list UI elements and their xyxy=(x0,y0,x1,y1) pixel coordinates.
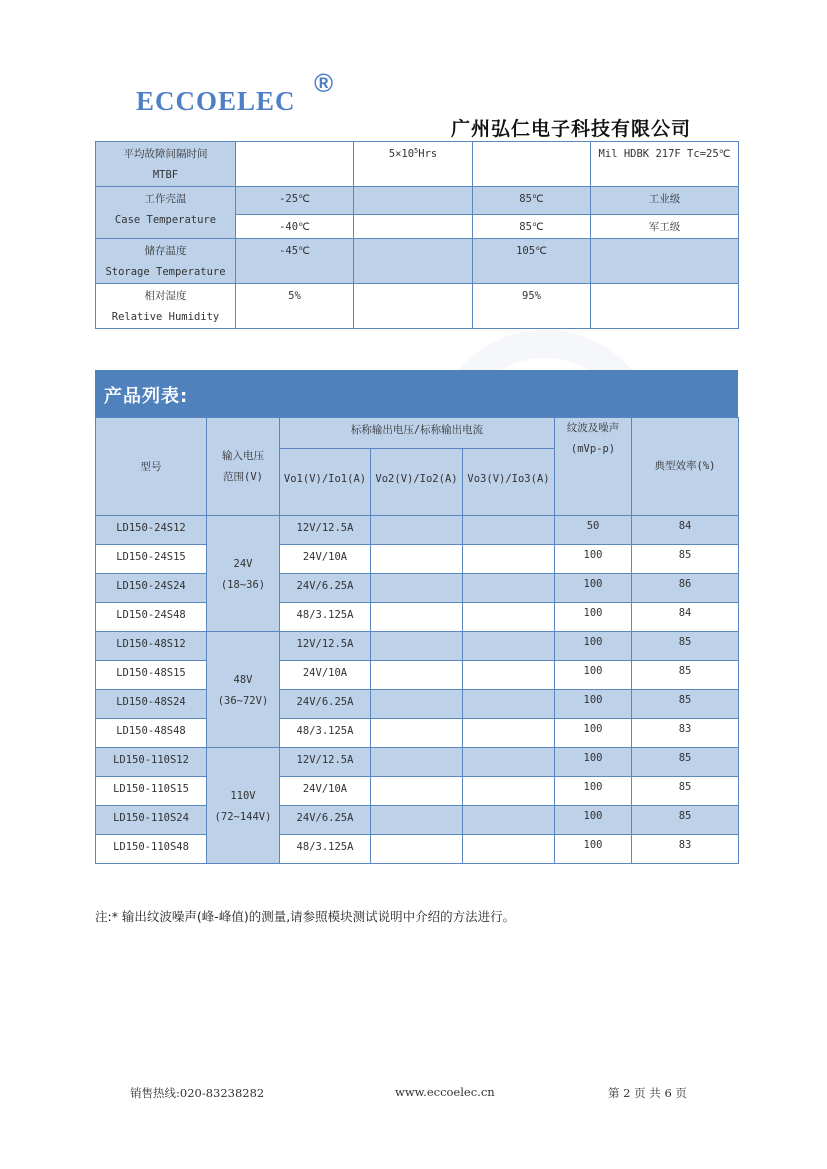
efficiency-cell: 86 xyxy=(632,574,739,603)
storage-temp-label-cn: 储存温度 xyxy=(144,245,187,257)
vo2-cell xyxy=(371,690,463,719)
vo1-cell: 12V/12.5A xyxy=(280,516,371,545)
case-temp-note-2: 军工级 xyxy=(591,215,739,239)
model-cell: LD150-24S15 xyxy=(96,545,207,574)
table-row xyxy=(96,719,739,748)
humidity-label-en: Relative Humidity xyxy=(111,311,220,323)
humidity-min: 5% xyxy=(236,284,354,329)
header-row-1 xyxy=(96,418,739,449)
ripple-cell: 100 xyxy=(555,603,632,632)
vo3-cell xyxy=(463,748,555,777)
humidity-max: 95% xyxy=(473,284,591,329)
vo1-cell: 24V/10A xyxy=(280,777,371,806)
ripple-cell: 100 xyxy=(555,574,632,603)
ripple-cell: 50 xyxy=(555,516,632,545)
product-list-table xyxy=(95,417,739,864)
case-temp-typ-1 xyxy=(354,187,473,215)
header-vo2: Vo2(V)/Io2(A) xyxy=(371,449,463,516)
mtbf-label xyxy=(96,142,236,187)
efficiency-cell: 85 xyxy=(632,777,739,806)
ripple-cell: 100 xyxy=(555,777,632,806)
vo2-cell xyxy=(371,516,463,545)
vo3-cell xyxy=(463,777,555,806)
ripple-cell: 100 xyxy=(555,719,632,748)
spec-row-storage-temp xyxy=(96,239,739,284)
footer-hotline: 销售热线:020-83238282 xyxy=(130,1086,265,1100)
vo2-cell xyxy=(371,545,463,574)
input-voltage-value: 110V xyxy=(230,789,256,802)
spec-row-humidity xyxy=(96,284,739,329)
mtbf-typ-unit: Hrs xyxy=(418,148,438,160)
table-row xyxy=(96,777,739,806)
vo2-cell xyxy=(371,661,463,690)
case-temp-label-cn: 工作壳温 xyxy=(144,193,187,205)
storage-temp-label-en: Storage Temperature xyxy=(105,266,226,278)
vo1-cell: 24V/10A xyxy=(280,545,371,574)
efficiency-cell: 83 xyxy=(632,719,739,748)
model-cell: LD150-110S48 xyxy=(96,835,207,864)
table-row xyxy=(96,661,739,690)
spec-row-case-temp-1 xyxy=(96,187,739,215)
vo1-cell: 48/3.125A xyxy=(280,835,371,864)
input-voltage-range: (36~72V) xyxy=(217,694,269,707)
case-temp-label-en: Case Temperature xyxy=(114,214,217,226)
table-row xyxy=(96,835,739,864)
mtbf-label-en: MTBF xyxy=(152,169,179,181)
vo1-cell: 24V/10A xyxy=(280,661,371,690)
vo3-cell xyxy=(463,806,555,835)
case-temp-max-2: 85℃ xyxy=(473,215,591,239)
input-voltage-cell xyxy=(207,748,280,864)
vo1-cell: 48/3.125A xyxy=(280,719,371,748)
vo3-cell xyxy=(463,632,555,661)
efficiency-cell: 85 xyxy=(632,748,739,777)
humidity-label-cn: 相对湿度 xyxy=(144,290,187,302)
model-cell: LD150-110S12 xyxy=(96,748,207,777)
mtbf-label-cn: 平均故障间隔时间 xyxy=(123,148,208,160)
case-temp-note-1: 工业级 xyxy=(591,187,739,215)
mtbf-min xyxy=(236,142,354,187)
humidity-note xyxy=(591,284,739,329)
case-temp-min-2: -40℃ xyxy=(236,215,354,239)
mtbf-typ-base: 5×10 xyxy=(388,148,415,160)
product-list-title: 产品列表: xyxy=(95,370,738,417)
efficiency-cell: 84 xyxy=(632,516,739,545)
ripple-cell: 100 xyxy=(555,835,632,864)
vo1-cell: 12V/12.5A xyxy=(280,748,371,777)
model-cell: LD150-48S15 xyxy=(96,661,207,690)
ripple-cell: 100 xyxy=(555,748,632,777)
input-voltage-cell xyxy=(207,632,280,748)
efficiency-cell: 85 xyxy=(632,661,739,690)
spec-table xyxy=(95,141,739,329)
ripple-cell: 100 xyxy=(555,545,632,574)
header-vo3: Vo3(V)/Io3(A) xyxy=(463,449,555,516)
table-row xyxy=(96,806,739,835)
storage-temp-label xyxy=(96,239,236,284)
vo2-cell xyxy=(371,719,463,748)
vo3-cell xyxy=(463,661,555,690)
vo3-cell xyxy=(463,690,555,719)
header-efficiency: 典型效率(%) xyxy=(632,418,739,516)
model-cell: LD150-24S48 xyxy=(96,603,207,632)
model-cell: LD150-110S15 xyxy=(96,777,207,806)
vo1-cell: 48/3.125A xyxy=(280,603,371,632)
spec-row-mtbf xyxy=(96,142,739,187)
case-temp-label xyxy=(96,187,236,239)
case-temp-max-1: 85℃ xyxy=(473,187,591,215)
input-voltage-cell xyxy=(207,516,280,632)
footer-page-number: 第 2 页 共 6 页 xyxy=(608,1086,687,1100)
storage-temp-note xyxy=(591,239,739,284)
model-cell: LD150-24S12 xyxy=(96,516,207,545)
header-output-group: 标称输出电压/标称输出电流 xyxy=(280,418,555,449)
mtbf-typ xyxy=(354,142,473,187)
footer-website[interactable]: www.eccoelec.cn xyxy=(395,1085,495,1099)
vo2-cell xyxy=(371,748,463,777)
header-ripple: 纹波及噪声(mVp-p) xyxy=(555,418,632,516)
vo3-cell xyxy=(463,719,555,748)
storage-temp-max: 105℃ xyxy=(473,239,591,284)
ripple-cell: 100 xyxy=(555,690,632,719)
table-row xyxy=(96,603,739,632)
model-cell: LD150-24S24 xyxy=(96,574,207,603)
storage-temp-typ xyxy=(354,239,473,284)
efficiency-cell: 85 xyxy=(632,545,739,574)
input-voltage-value: 48V xyxy=(233,673,253,686)
vo2-cell xyxy=(371,806,463,835)
table-row xyxy=(96,748,739,777)
input-voltage-range: (72~144V) xyxy=(214,810,272,823)
registered-mark: ® xyxy=(314,68,334,98)
input-voltage-range: (18~36) xyxy=(220,578,266,591)
model-cell: LD150-48S48 xyxy=(96,719,207,748)
vo2-cell xyxy=(371,632,463,661)
company-logo: ECCOELEC xyxy=(136,86,296,116)
ripple-cell: 100 xyxy=(555,806,632,835)
model-cell: LD150-48S24 xyxy=(96,690,207,719)
header-model: 型号 xyxy=(96,418,207,516)
vo3-cell xyxy=(463,516,555,545)
humidity-typ xyxy=(354,284,473,329)
mtbf-typ-exp: 5 xyxy=(414,147,419,155)
efficiency-cell: 85 xyxy=(632,632,739,661)
header-input: 输入电压范围(V) xyxy=(207,418,280,516)
vo1-cell: 24V/6.25A xyxy=(280,690,371,719)
vo3-cell xyxy=(463,574,555,603)
vo2-cell xyxy=(371,835,463,864)
vo2-cell xyxy=(371,574,463,603)
model-cell: LD150-48S12 xyxy=(96,632,207,661)
ripple-cell: 100 xyxy=(555,661,632,690)
table-row xyxy=(96,516,739,545)
case-temp-min-1: -25℃ xyxy=(236,187,354,215)
humidity-label xyxy=(96,284,236,329)
storage-temp-min: -45℃ xyxy=(236,239,354,284)
ripple-cell: 100 xyxy=(555,632,632,661)
case-temp-typ-2 xyxy=(354,215,473,239)
efficiency-cell: 85 xyxy=(632,806,739,835)
header-vo1: Vo1(V)/Io1(A) xyxy=(280,449,371,516)
company-name: 广州弘仁电子科技有限公司 xyxy=(451,118,692,140)
vo2-cell xyxy=(371,603,463,632)
efficiency-cell: 85 xyxy=(632,690,739,719)
mtbf-note: Mil HDBK 217F Tc=25℃ xyxy=(591,142,739,187)
product-list-body xyxy=(96,516,739,864)
efficiency-cell: 83 xyxy=(632,835,739,864)
table-row xyxy=(96,632,739,661)
vo3-cell xyxy=(463,603,555,632)
vo1-cell: 24V/6.25A xyxy=(280,574,371,603)
vo1-cell: 24V/6.25A xyxy=(280,806,371,835)
vo3-cell xyxy=(463,545,555,574)
table-row xyxy=(96,545,739,574)
vo3-cell xyxy=(463,835,555,864)
mtbf-max xyxy=(473,142,591,187)
efficiency-cell: 84 xyxy=(632,603,739,632)
table-row xyxy=(96,690,739,719)
vo1-cell: 12V/12.5A xyxy=(280,632,371,661)
footnote: 注:* 输出纹波噪声(峰-峰值)的测量,请参照模块测试说明中介绍的方法进行。 xyxy=(95,909,516,924)
input-voltage-value: 24V xyxy=(233,557,253,570)
vo2-cell xyxy=(371,777,463,806)
model-cell: LD150-110S24 xyxy=(96,806,207,835)
table-row xyxy=(96,574,739,603)
